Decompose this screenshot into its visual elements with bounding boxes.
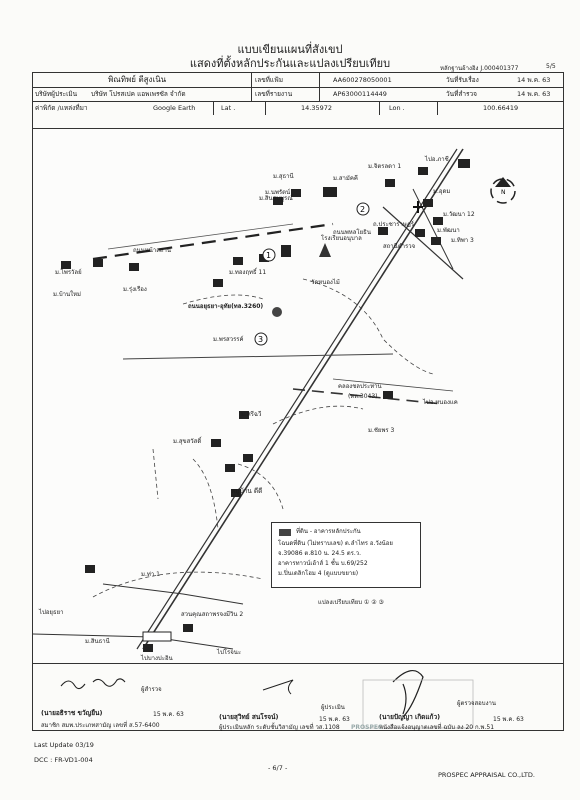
document-code: DCC : FR-VD1-004 bbox=[34, 756, 93, 764]
label-road-front: ถนนหน้าสถานี bbox=[133, 247, 172, 254]
label-to-pakkhae: ไปอ.ภาชี bbox=[425, 156, 449, 163]
label-to-rojana: ไปโรจนะ bbox=[217, 649, 242, 656]
label-canal: คลองชลประทาน bbox=[338, 383, 382, 390]
label-school: โรงเรียนอนุบาล bbox=[321, 235, 362, 242]
svg-text:2: 2 bbox=[360, 205, 366, 214]
subject-property-marker bbox=[281, 245, 291, 257]
page-fraction: 5/5 bbox=[546, 63, 556, 70]
label-station: สถานีตำรวจ bbox=[383, 243, 416, 250]
label-m-wat: ม.วัฒนา 12 bbox=[443, 211, 475, 218]
info-table bbox=[32, 72, 564, 130]
latitude-value: 14.35972 bbox=[301, 104, 333, 112]
company-name: บริษัท โปรสเปค แอพเพรซัล จำกัด bbox=[91, 90, 186, 98]
label-m-phraiwan: ม.ไพรวัลย์ bbox=[55, 269, 82, 276]
label-m-samakkhi: ม.สามัคคี bbox=[333, 175, 358, 182]
survey-date: 14 พ.ค. 63 bbox=[517, 90, 551, 98]
document-subtitle: แสดงที่ตั้งหลักประกันและแปลงเปรียบเทียบ bbox=[189, 57, 391, 70]
company-stamp: PROSPEC bbox=[351, 724, 383, 731]
longitude-label: Lon . bbox=[389, 104, 405, 112]
last-update: Last Update 03/19 bbox=[34, 741, 94, 749]
latitude-label: Lat . bbox=[221, 104, 236, 112]
prepared-by-member: สมาชิก สมพ.ประเภทสามัญ เลขที่ ส.57-6400 bbox=[41, 722, 160, 729]
company-label: บริษัทผู้ประเมิน bbox=[35, 90, 78, 98]
svg-text:N: N bbox=[501, 189, 506, 196]
legend-line-4: ม.ปิ่นเดลิกโฮม 4 (ดูแบบขยาย) bbox=[278, 570, 359, 577]
label-m-udom: ม.อุดม bbox=[433, 188, 451, 195]
label-m-thongrit: ม.ทองฤทธิ์ 11 bbox=[229, 269, 267, 276]
label-m-sinsombun: ม.สินสมบูรณ์ bbox=[259, 195, 293, 202]
label-m-phatthana: ม.พัฒนา bbox=[437, 227, 460, 234]
collateral-legend bbox=[271, 522, 421, 588]
legend-line-3: อาคารทาวน์เฮ้าส์ 1 ชั้น บ.69/252 bbox=[278, 560, 368, 567]
report-number-label: เลขที่รายงาน bbox=[255, 90, 293, 98]
legend-title: ที่ดิน - อาคารหลักประกัน bbox=[296, 528, 361, 535]
checker-label: ผู้ตรวจสอบงาน bbox=[457, 700, 496, 707]
approver-label: ผู้ประเมิน bbox=[321, 704, 345, 711]
label-canal-road: (ทล.3043) bbox=[348, 393, 378, 400]
legend-line-2: จ.39086 ต.810 น. 24.5 ตร.ว. bbox=[278, 550, 362, 557]
footer-company: PROSPEC APPRAISAL CO.,LTD. bbox=[438, 771, 535, 779]
label-m-suthanee: ม.สุธานี bbox=[273, 173, 294, 180]
label-m-sriwi: ม.ศรีฉวี bbox=[241, 411, 262, 418]
label-m-sinthani: ม.สินธานี bbox=[85, 638, 110, 645]
label-m-jitrlada: ม.จิตรลดา 1 bbox=[368, 163, 402, 170]
label-m-pornsawan: ม.พรสวรรค์ bbox=[213, 336, 244, 343]
longitude-value: 100.66419 bbox=[483, 104, 519, 112]
location-map bbox=[32, 128, 564, 664]
label-m-suksawat: ม.สุขสวัสดิ์ bbox=[173, 438, 202, 445]
legend-comparison-markers: แปลงเปรียบเทียบ ① ② ③ bbox=[318, 599, 384, 606]
checker-name: (นายปัญญา เกิดแก้ว) bbox=[379, 713, 441, 721]
page-number: - 6/7 - bbox=[268, 764, 288, 772]
approver-date: 15 พ.ค. 63 bbox=[319, 716, 350, 723]
label-m-nop: ม.นพรัตน์ bbox=[265, 189, 291, 196]
coordinate-label: ค่าพิกัด /แหล่งที่มา bbox=[35, 104, 88, 112]
label-road-3260: ถนนอยุธยา-อุทัย(ทล.3260) bbox=[188, 303, 264, 310]
approver-name: (นายสุวิทย์ สนโรจน์) bbox=[219, 713, 279, 721]
label-condo: สวนคุณสถาพรจงมีวิน 2 bbox=[181, 611, 244, 618]
legend-line-1: โฉนดที่ดิน (ไม่ทราบเลข) ต.ลำไทร อ.วังน้อย bbox=[278, 540, 393, 547]
legend-swatch bbox=[279, 529, 291, 536]
svg-text:3: 3 bbox=[258, 335, 264, 344]
file-number: AA600278050001 bbox=[333, 76, 392, 84]
prepared-by-date: 15 พ.ค. 63 bbox=[153, 711, 184, 718]
survey-label: วันที่สำรวจ bbox=[446, 90, 477, 98]
label-to-bangpa: ไปบางปะอิน bbox=[141, 655, 173, 662]
file-number-label: เลขที่แฟ้ม bbox=[255, 76, 284, 84]
checker-member: หนังสือแจ้งอนุญาตเลขที่ ฉบับ ลง 20 ก.พ.51 bbox=[379, 724, 495, 731]
checker-date: 15 พ.ค. 63 bbox=[493, 716, 524, 723]
label-to-nongkhae: ไปอ.หนองแค bbox=[423, 399, 458, 406]
label-m-rungruang: ม.รุ่งเรือง bbox=[123, 286, 147, 293]
job-reference: หลักฐานอ้างอิง J.000401377 bbox=[440, 65, 519, 72]
received-date: 14 พ.ค. 63 bbox=[517, 76, 551, 84]
report-number: AP63000114449 bbox=[333, 90, 387, 98]
coordinate-source: Google Earth bbox=[153, 104, 196, 112]
prepared-by-name: (นายอธิราช ขวัญยืน) bbox=[41, 709, 103, 717]
customer-name: พิณทิพย์ ตีสูงเนิน bbox=[108, 75, 167, 84]
label-m-tha: ม.ท่า 1 bbox=[141, 571, 160, 578]
label-temple: วัดหนองไม้ bbox=[311, 279, 340, 286]
label-m-chaiyaphon: ม.ชัยพร 3 bbox=[368, 427, 395, 434]
document-title: แบบเขียนแผนที่สังเขป bbox=[237, 43, 343, 56]
label-village: หมู่บ้าน ดีดี bbox=[231, 487, 263, 495]
signature-block bbox=[32, 662, 564, 731]
prepared-by-label: ผู้สำรวจ bbox=[141, 686, 162, 693]
label-m-thipa: ม.ทิพา 3 bbox=[451, 237, 474, 244]
approver-member: ผู้ประเมินหลัก ระดับชั้นวิสามัญ เลขที่ วส.1108 bbox=[219, 724, 340, 731]
label-road-a2: ถ.ประชาราษฎร์ bbox=[373, 221, 415, 228]
svg-text:1: 1 bbox=[266, 251, 272, 260]
received-label: วันที่รับเรื่อง bbox=[446, 76, 479, 84]
label-to-ayutthaya: ไปอยุธยา bbox=[39, 609, 64, 616]
label-road-a1: ถนนพหลโยธิน bbox=[333, 229, 371, 236]
label-m-banmai: ม.บ้านใหม่ bbox=[53, 291, 81, 298]
